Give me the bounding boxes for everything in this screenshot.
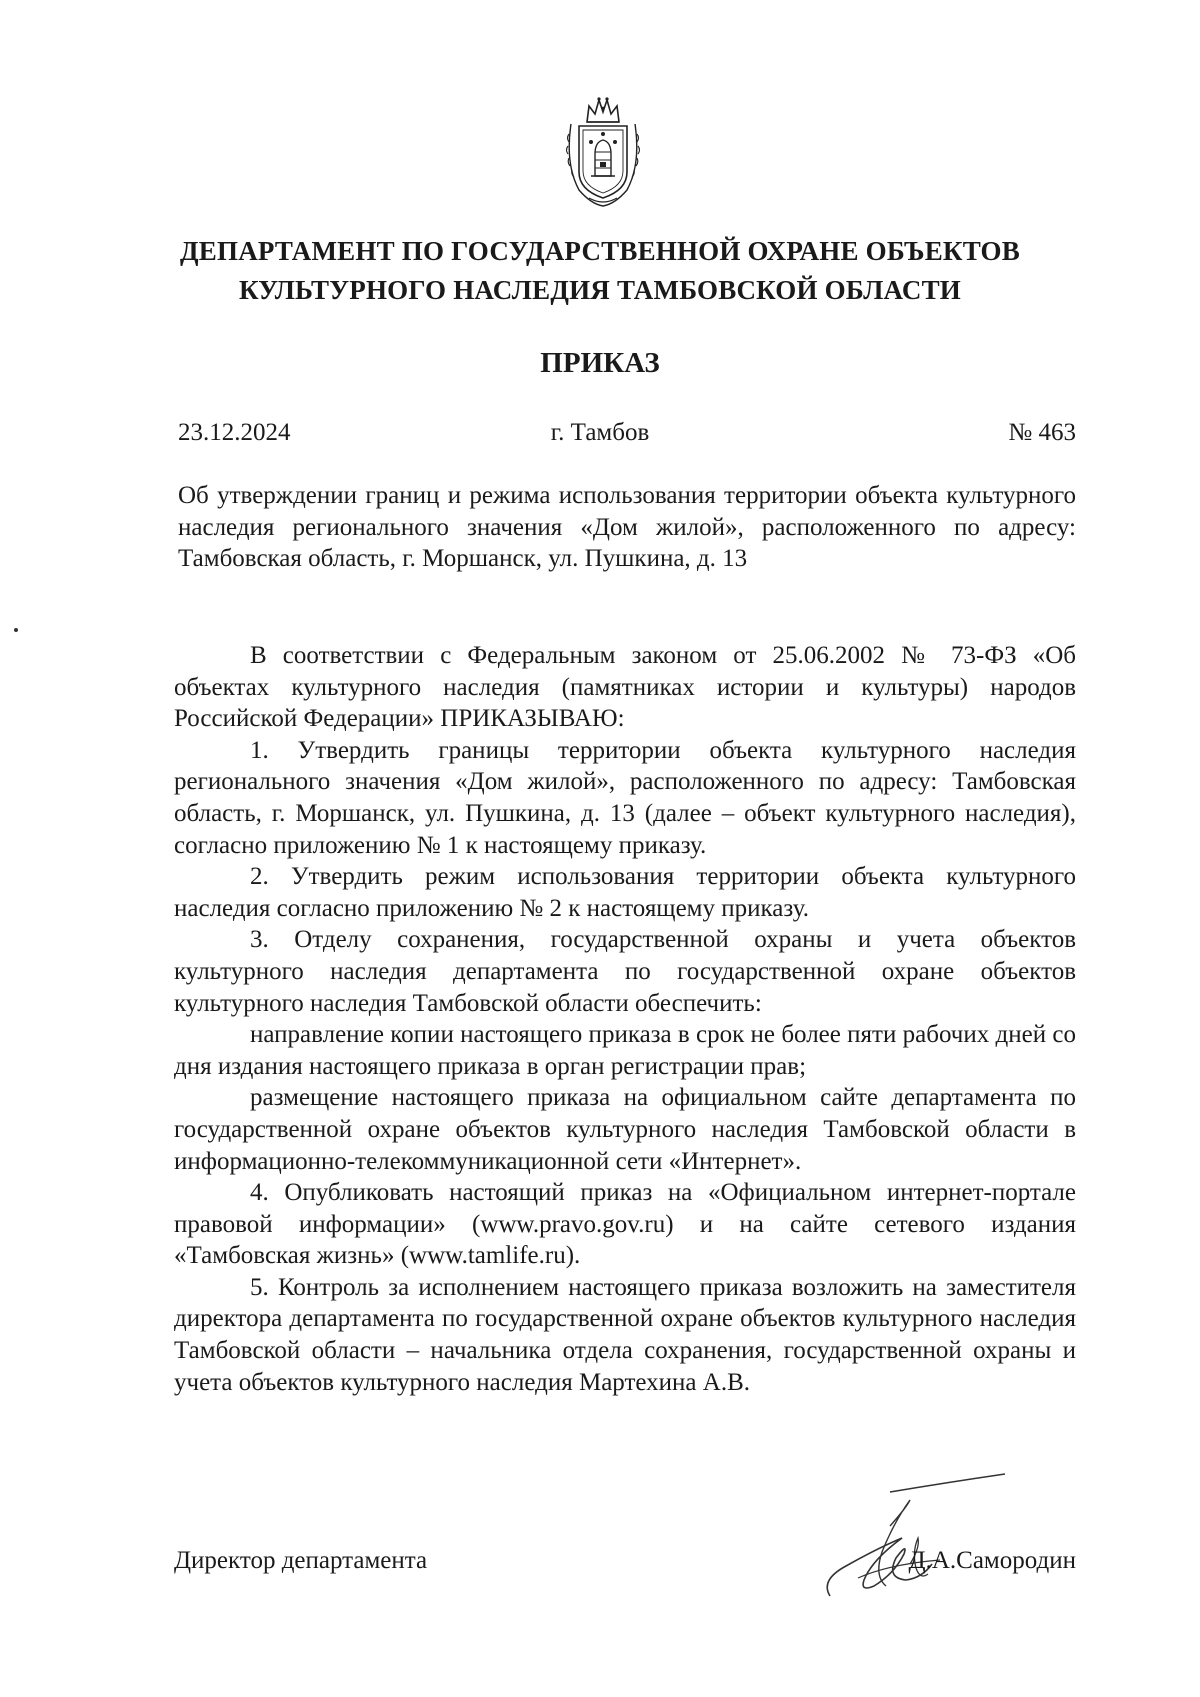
order-item: 5. Контроль за исполнением настоящего приказа возложить на заместителя директора департамента по государственной охране объектов культурного наследия Тамбовской области – начальника отдела сохранения, государственной охраны и учета объектов культурного наследия Мартехина А.В. xyxy=(174,1273,1076,1396)
document-type: ПРИКАЗ xyxy=(540,347,660,379)
document-city: г. Тамбов xyxy=(550,419,650,446)
order-item: 2. Утвердить режим использования территории объекта культурного наследия согласно приложению № 2 к настоящему приказу. xyxy=(174,863,1076,922)
preamble-paragraph: В соответствии с Федеральным законом от 25.06.2002 № 73-ФЗ «Об объектах культурного наследия (памятниках истории и культуры) народов Российской Федерации» ПРИКАЗЫВАЮ: xyxy=(174,642,1076,733)
document-title: Об утверждении границ и режима использования территории объекта культурного наследия регионального значения «Дом жилой», расположенного по адресу: Тамбовская область, г. Моршанск, ул. Пушкина, д. 13 xyxy=(178,482,1076,572)
document-body xyxy=(174,640,1076,1398)
handwritten-signature xyxy=(790,1468,1040,1603)
order-item: направление копии настоящего приказа в срок не более пяти рабочих дней со дня издания настоящего приказа в орган регистрации прав; xyxy=(174,1021,1076,1080)
signatory-position: Директор департамента xyxy=(174,1547,428,1574)
document-date: 23.12.2024 xyxy=(178,419,291,446)
organization-line: КУЛЬТУРНОГО НАСЛЕДИЯ ТАМБОВСКОЙ ОБЛАСТИ xyxy=(239,275,961,305)
organization-line: ДЕПАРТАМЕНТ ПО ГОСУДАРСТВЕННОЙ ОХРАНЕ ОБЪЕКТОВ xyxy=(180,236,1020,266)
order-item: 4. Опубликовать настоящий приказ на «Официальном интернет-портале правовой информации» (www.pravo.gov.ru) и на сайте сетевого издания «Тамбовская жизнь» (www.tamlife.ru). xyxy=(174,1179,1076,1270)
scan-artifact-dot xyxy=(14,628,18,632)
signatory-name: Д.А.Самородин xyxy=(908,1547,1076,1574)
organization-name xyxy=(120,232,1080,310)
document-number: № 463 xyxy=(1008,419,1076,446)
order-item: размещение настоящего приказа на официальном сайте департамента по государственной охране объектов культурного наследия Тамбовской области в информационно-телекоммуникационной сети «Интернет». xyxy=(174,1084,1076,1175)
order-item: 1. Утвердить границы территории объекта культурного наследия регионального значения «Дом жилой», расположенного по адресу: Тамбовская область, г. Моршанск, ул. Пушкина, д. 13 (далее – объект культурного наследия), согласно приложению № 1 к настоящему приказу. xyxy=(174,736,1076,859)
order-item: 3. Отделу сохранения, государственной охраны и учета объектов культурного наследия департамента по государственной охране объектов культурного наследия Тамбовской области обеспечить: xyxy=(174,926,1076,1017)
coat-of-arms-icon xyxy=(561,94,645,209)
